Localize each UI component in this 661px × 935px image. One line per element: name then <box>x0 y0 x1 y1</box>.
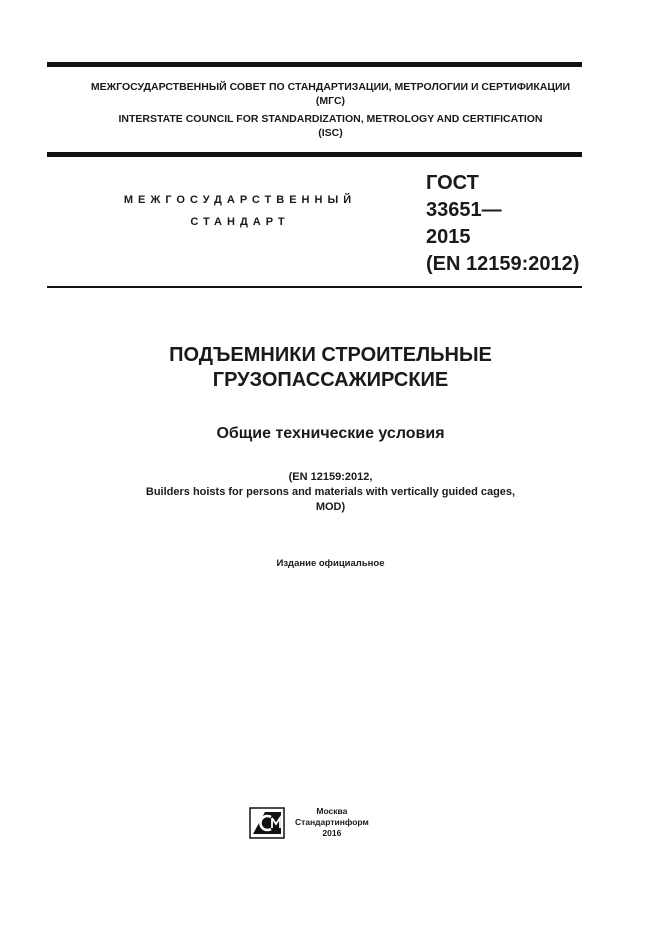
standard-type-line1: МЕЖГОСУДАРСТВЕННЫЙ <box>123 194 357 206</box>
council-bottom-rule <box>47 152 582 157</box>
en-reference <box>0 470 661 515</box>
en-reference-line1: (EN 12159:2012, <box>288 471 373 483</box>
publisher-year: 2016 <box>322 828 342 838</box>
designation-line2: 33651— <box>426 199 502 221</box>
standard-type-line2: СТАНДАРТ <box>190 216 290 228</box>
council-en-name: INTERSTATE COUNCIL FOR STANDARDIZATION, METROLOGY AND CERTIFICATION <box>118 113 543 125</box>
publisher-text <box>295 806 369 839</box>
standard-designation <box>426 170 579 278</box>
designation-line3: 2015 <box>426 226 471 248</box>
designation-line1: ГОСТ <box>426 172 479 194</box>
publisher-name: Стандартинформ <box>295 817 369 827</box>
edition-label: Издание официальное <box>276 558 385 569</box>
en-reference-line3: MOD) <box>315 501 346 513</box>
document-title <box>0 343 661 393</box>
standard-type <box>100 189 380 233</box>
council-header <box>0 80 661 140</box>
en-reference-line2: Builders hoists for persons and materials with vertically guided cages, <box>145 486 516 498</box>
publisher-city: Москва <box>316 806 348 816</box>
designation-line4: (EN 12159:2012) <box>426 253 580 275</box>
publisher-block <box>249 806 369 839</box>
council-ru-abbr: (МГС) <box>315 95 346 107</box>
council-ru-name: МЕЖГОСУДАРСТВЕННЫЙ СОВЕТ ПО СТАНДАРТИЗАЦИИ, МЕТРОЛОГИИ И СЕРТИФИКАЦИИ <box>90 81 571 93</box>
document-subtitle: Общие технические условия <box>216 425 445 442</box>
top-rule <box>47 62 582 67</box>
title-line1: ПОДЪЕМНИКИ СТРОИТЕЛЬНЫЕ <box>169 344 492 366</box>
standartinform-logo-icon <box>249 807 285 839</box>
title-line2: ГРУЗОПАССАЖИРСКИЕ <box>212 369 449 391</box>
designation-bottom-rule <box>47 286 582 288</box>
council-en-abbr: (ISC) <box>318 127 343 139</box>
